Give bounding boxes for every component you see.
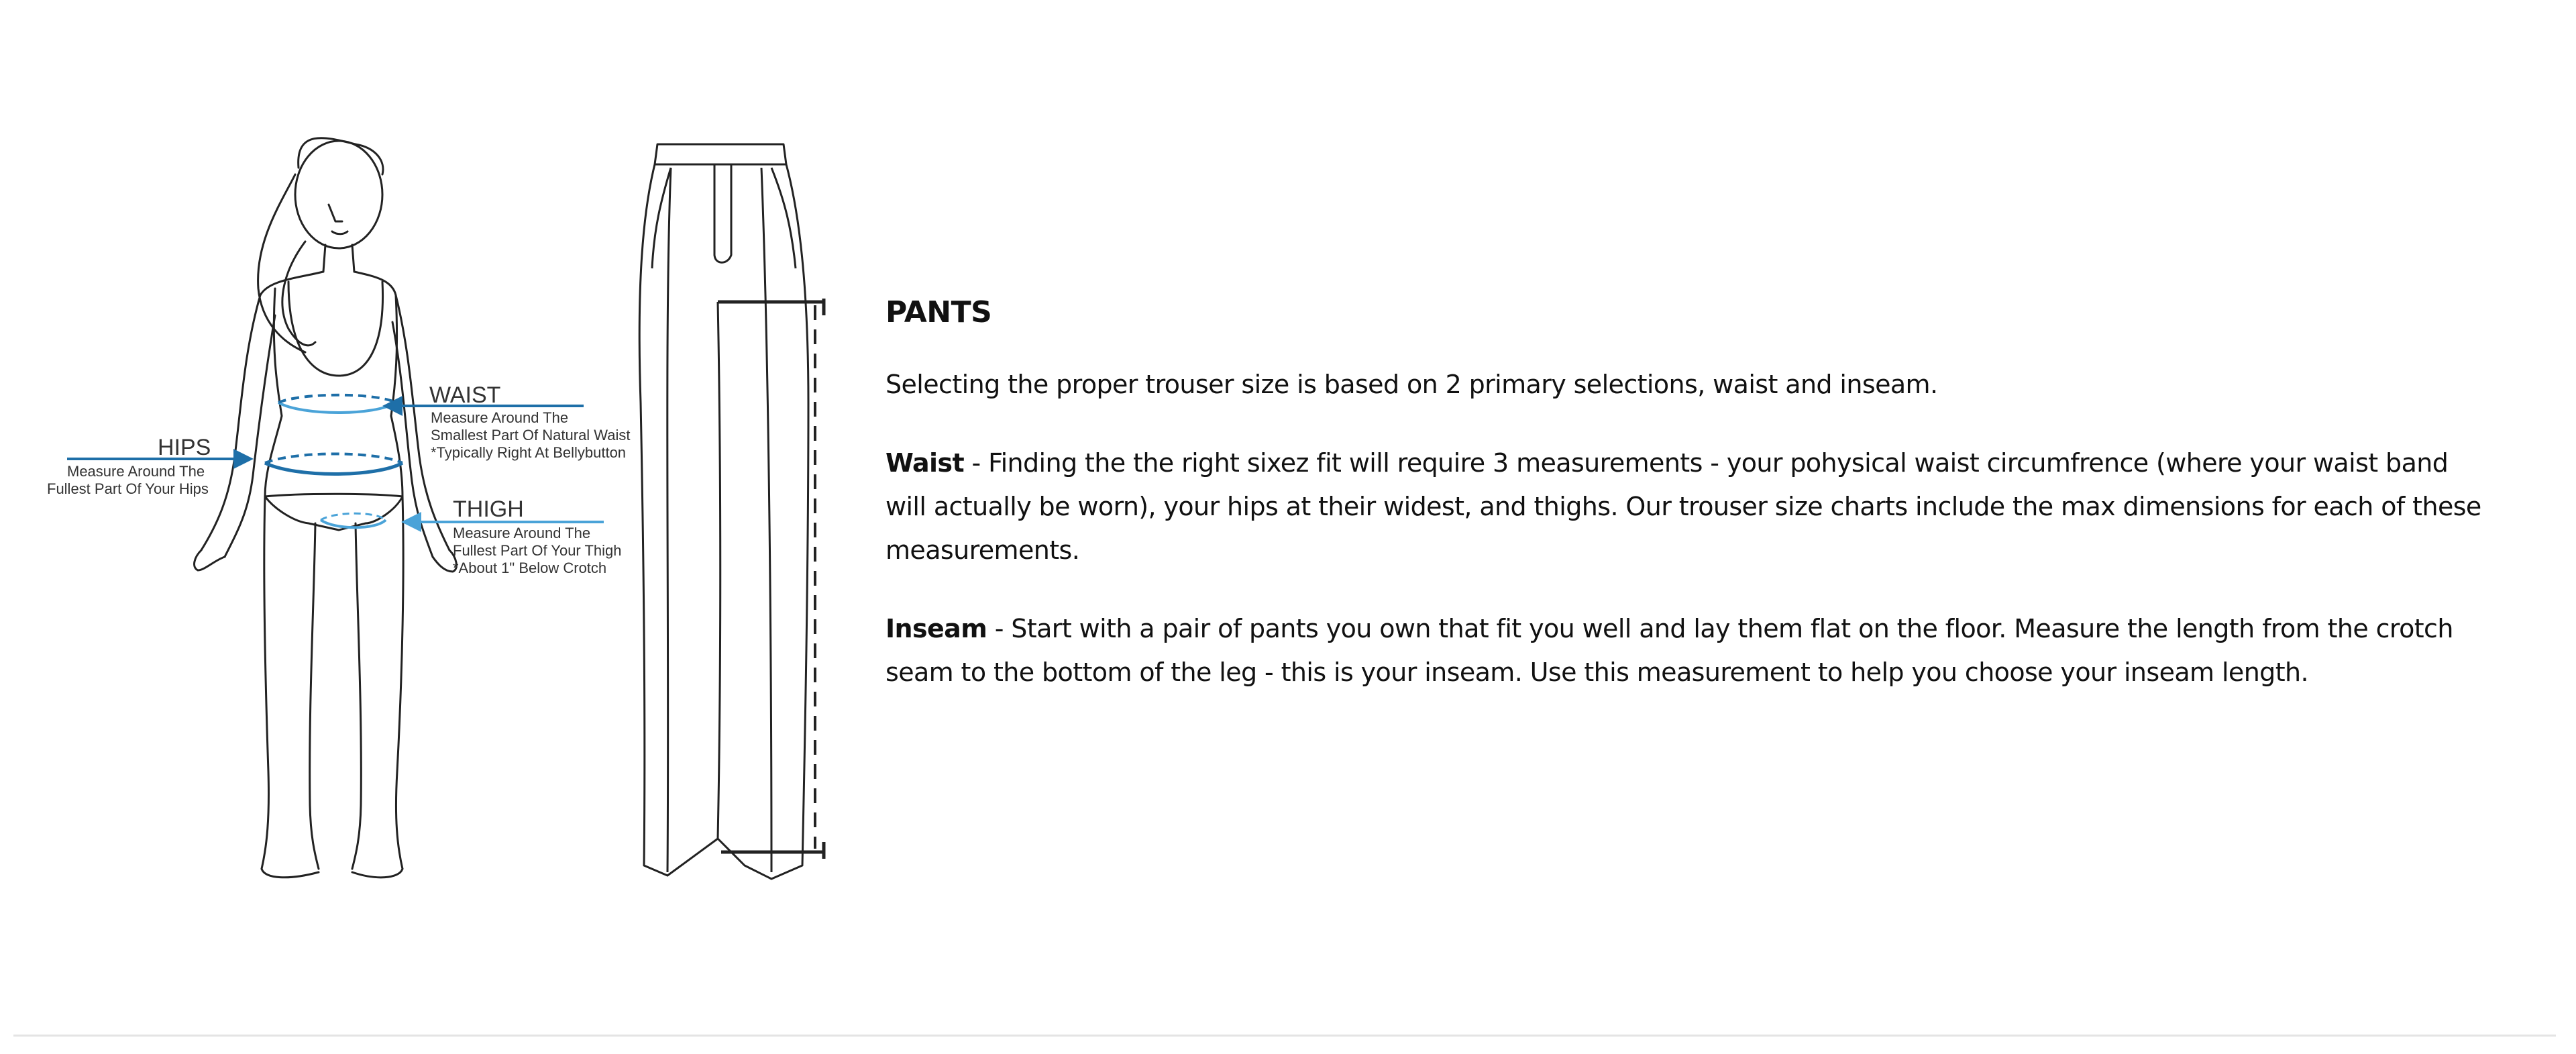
bottom-divider (13, 1035, 2556, 1037)
waist-text: - Finding the the right sixez fit will require 3 measurements - your pohysical waist circumfrence (where your waist band will actually be worn), your hips at their widest, and thighs. Our trouser size charts include the max dimensions for each of these measurements. (885, 448, 2481, 565)
thigh-note-1: Measure Around The (453, 525, 591, 541)
measurement-illustration (0, 0, 872, 1054)
intro-paragraph (885, 363, 2496, 407)
inseam-measure (815, 299, 824, 859)
waist-note-3: *Typically Right At Bellybutton (431, 444, 627, 461)
inseam-paragraph (885, 607, 2496, 694)
thigh-note-3: *About 1" Below Crotch (453, 560, 607, 576)
hip-ring (265, 454, 402, 474)
trousers-drawing (639, 144, 824, 879)
thigh-note-2: Fullest Part Of Your Thigh (453, 542, 622, 559)
waist-label: WAIST (429, 382, 501, 408)
waist-paragraph (885, 441, 2496, 572)
female-figure (195, 138, 457, 878)
size-guide-content (885, 295, 2496, 729)
hips-note-2: Fullest Part Of Your Hips (47, 480, 209, 497)
waist-note-2: Smallest Part Of Natural Waist (431, 427, 631, 443)
measurement-diagram (0, 0, 872, 939)
waist-ring (278, 395, 396, 413)
waist-note-1: Measure Around The (431, 409, 569, 426)
inseam-term: Inseam (885, 614, 987, 643)
intro-text: Selecting the proper trouser size is based on 2 primary selections, waist and inseam. (885, 370, 1938, 399)
section-title: PANTS (885, 295, 992, 329)
thigh-label: THIGH (453, 496, 524, 522)
inseam-text: - Start with a pair of pants you own that fit you well and lay them flat on the floor. Measure the length from the crotch seam to the bottom of the leg - this is your inseam. Use this measurement to help you choose your inseam length. (885, 614, 2453, 687)
waist-term: Waist (885, 448, 965, 478)
hips-label: HIPS (158, 435, 211, 460)
hips-note-1: Measure Around The (67, 463, 205, 480)
